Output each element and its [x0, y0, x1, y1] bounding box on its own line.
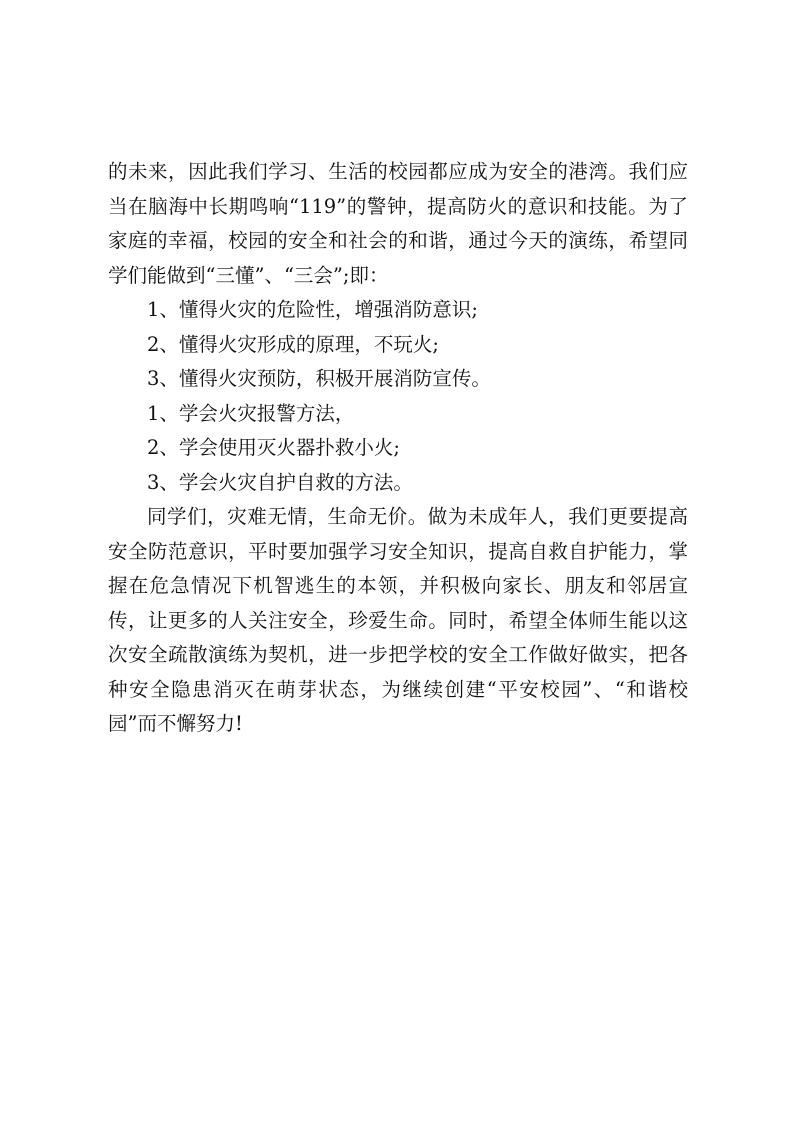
paragraph-conclusion: 同学们，灾难无情，生命无价。做为未成年人，我们更要提高安全防范意识，平时要加强学习安全知识，提高自救自护能力，掌握在危急情况下机智逃生的本领，并积极向家长、朋友和邻居宣传，让更多的人关注安全，珍爱生命。同时，希望全体师生能以这次安全疏散演练为契机，进一步把学校的安全工作做好做实，把各种安全隐患消灭在萌芽状态，为继续创建“平安校园”、“和谐校园”而不懈努力!	[108, 505, 688, 735]
list-item-dong-3: 3、懂得火灾预防，积极开展消防宣传。	[147, 367, 491, 390]
document-body	[108, 155, 688, 742]
list-item-hui-3: 3、学会火灾自护自救的方法。	[147, 470, 413, 494]
list-item-hui-1: 1、学会火灾报警方法，	[147, 401, 355, 425]
list-item-hui-2: 2、学会使用灭火器扑救小火;	[147, 436, 400, 459]
list-item-dong-1: 1、懂得火灾的危险性，增强消防意识;	[147, 298, 478, 321]
paragraph-intro: 的未来，因此我们学习、生活的校园都应成为安全的港湾。我们应当在脑海中长期鸣响“119”的警钟，提高防火的意识和技能。为了家庭的幸福，校园的安全和社会的和谐，通过今天的演练，希望同学们能做到“三懂”、“三会”;即：	[108, 160, 688, 287]
list-item-dong-2: 2、懂得火灾形成的原理，不玩火;	[147, 332, 439, 356]
